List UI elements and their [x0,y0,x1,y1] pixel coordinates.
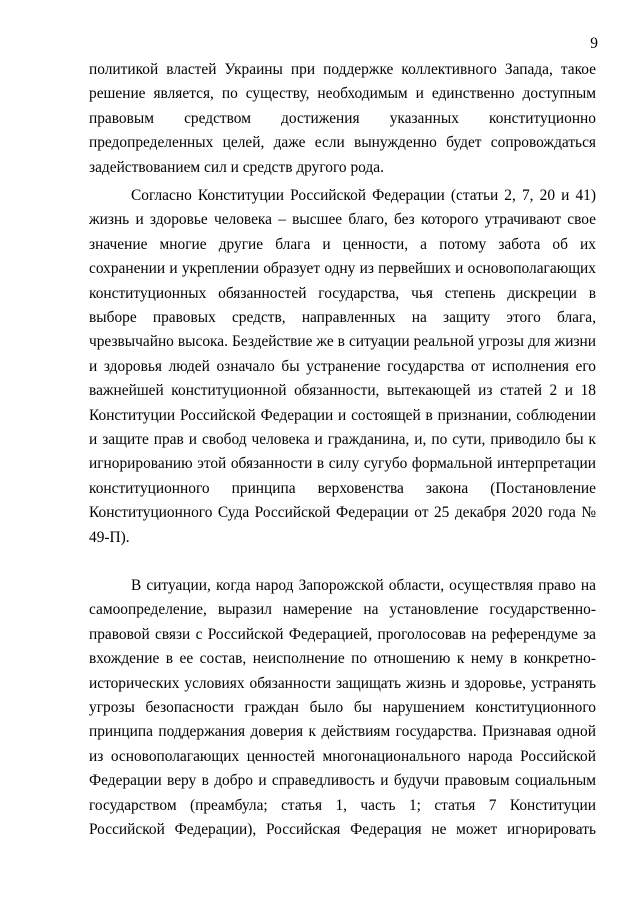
text-line: из основополагающих ценностей многонационального народа Российской [89,747,596,765]
text-line: 49-П). [89,528,130,546]
text-line: Федерации веру в добро и справедливость и будучи правовым социальным [89,772,596,790]
text-line: государством (преамбула; статья 1, часть 1; статья 7 Конституции [89,796,596,814]
text-line: принципа поддержания доверия к действиям государства. Признавая одной [89,723,596,741]
text-line: угрозы безопасности граждан было бы нарушением конституционного [89,699,596,716]
text-line: Согласно Конституции Российской Федерации (статьи 2, 7, 20 и 41) [131,187,596,204]
text-line: вхождение в ее состав, неисполнение по отношению к нему в конкретно- [89,650,596,668]
text-line: Конституции Российской Федерации и состоящей в признании, соблюдении [89,406,596,424]
text-line: Конституционного Суда Российской Федерации от 25 декабря 2020 года № [89,504,596,522]
page-number: 9 [590,35,598,52]
text-line: задействованием сил и средств другого рода. [89,158,384,176]
text-line: игнорированию этой обязанности в силу сугубо формальной интерпретации [89,455,596,473]
text-line: правовой связи с Российской Федерацией, проголосовав на референдуме за [89,625,596,643]
text-line: и здоровья людей означало бы устранение государства от исполнения его [89,357,596,375]
text-line: исторических условиях обязанности защищать жизнь и здоровье, устранять [89,674,596,692]
text-line: конституционных обязанностей государства, чья степень дискреции в [89,284,596,302]
text-line: политикой властей Украины при поддержке коллективного Запада, такое [89,61,596,78]
text-line: конституционного принципа верховенства закона (Постановление [89,479,596,497]
text-line: значение многие другие блага и ценности, а потому забота об их [89,235,596,253]
text-line: и защите прав и свобод человека и гражданина, и, по сути, приводило бы к [89,431,596,448]
text-line: чрезвычайно высока. Бездействие же в ситуации реальной угрозы для жизни [89,333,596,351]
text-line: правовым средством достижения указанных конституционно [89,109,596,127]
text-line: предопределенных целей, даже если вынужденно будет сопровождаться [89,134,596,152]
text-line: сохранении и укреплении образует одну из первейших и основополагающих [89,260,596,278]
text-line: самоопределение, выразил намерение на установление государственно- [89,601,596,619]
text-line: решение является, по существу, необходимым и единственно доступным [89,85,596,103]
text-line: Российской Федерации), Российская Федерация не может игнорировать [89,821,596,838]
text-line: важнейшей конституционной обязанности, вытекающей из статей 2 и 18 [89,382,596,400]
text-line: В ситуации, когда народ Запорожской области, осуществляя право на [131,577,596,594]
text-line: выборе правовых средств, направленных на защиту этого блага, [89,309,596,326]
text-line: жизнь и здоровье человека – высшее благо, без которого утрачивают свое [89,211,596,229]
